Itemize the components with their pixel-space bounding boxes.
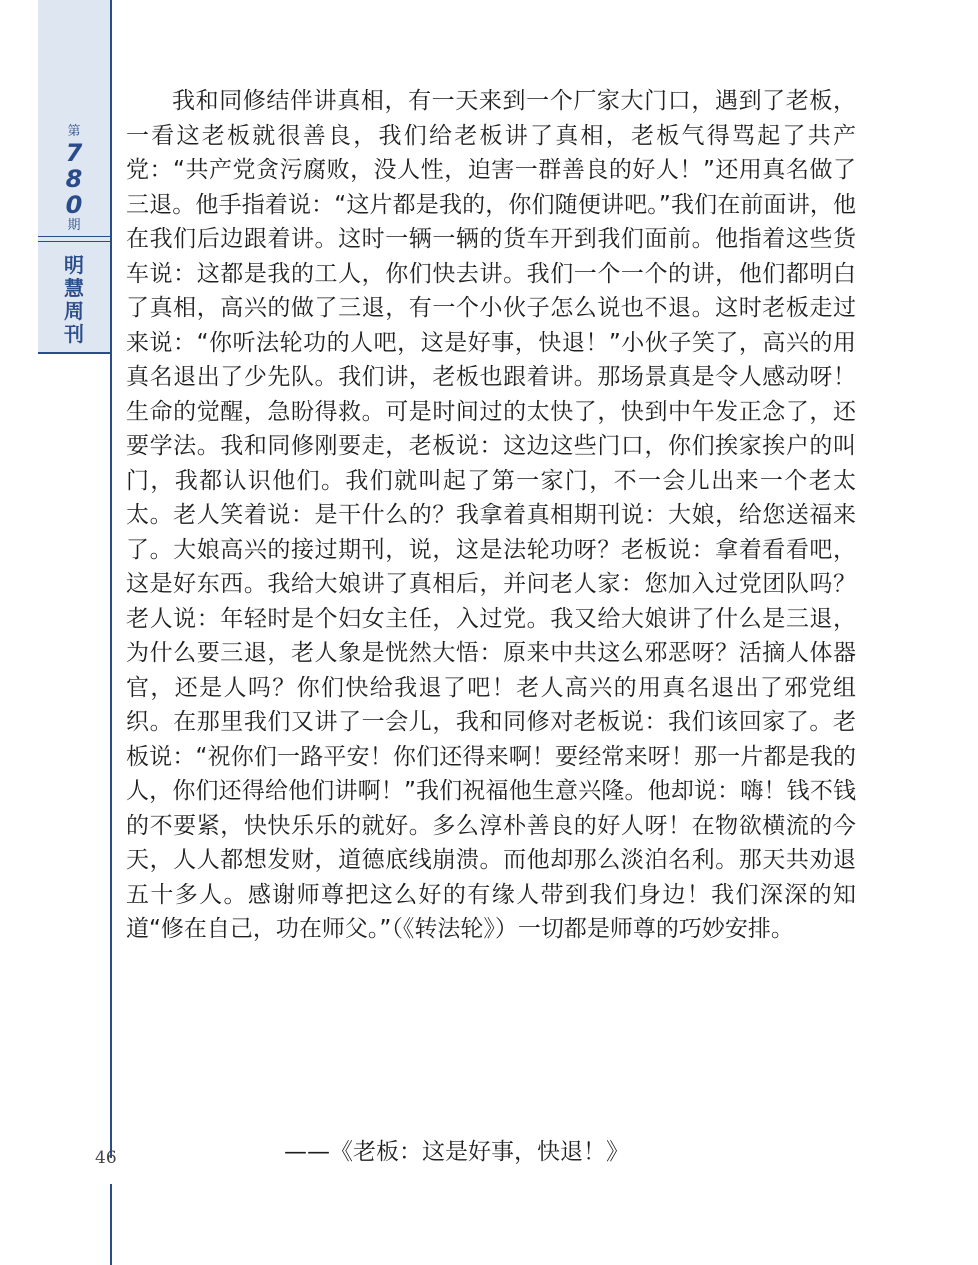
magazine-char: 明 [64,253,84,277]
tab-bottom-rule [38,352,112,354]
issue-digit: 8 [65,165,83,193]
magazine-char: 慧 [64,276,84,300]
article-body [126,84,856,947]
magazine-char: 刊 [64,322,84,346]
vertical-rule-top [110,0,112,1158]
issue-digit: 7 [65,139,83,167]
issue-number [38,124,110,234]
article-paragraph: 我和同修结伴讲真相，有一天来到一个厂家大门口，遇到了老板，一看这老板就很善良，我们给老板讲了真相，老板气得骂起了共产党：“共产党贪污腐败，没人性，迫害一群善良的好人！”还用真名做了三退。他手指着说：“这片都是我的，你们随便讲吧。”我们在前面讲，他在我们后边跟着讲。这时一辆一辆的货车开到我们面前。他指着这些货车说：这都是我的工人，你们快去讲。我们一个一个的讲，他们都明白了真相，高兴的做了三退，有一个小伙子怎么说也不退。这时老板走过来说：“你听法轮功的人吧，这是好事，快退！”小伙子笑了，高兴的用真名退出了少先队。我们讲，老板也跟着讲。那场景真是令人感动呀！生命的觉醒，急盼得救。可是时间过的太快了，快到中午发正念了，还要学法。我和同修刚要走，老板说：这边这些门口，你们挨家挨户的叫门，我都认识他们。我们就叫起了第一家门，不一会儿出来一个老太太。老人笑着说：是干什么的？我拿着真相期刊说：大娘，给您送福来了。大娘高兴的接过期刊，说，这是法轮功呀？老板说：拿着看看吧，这是好东西。我给大娘讲了真相后，并问老人家：您加入过党团队吗？老人说：年轻时是个妇女主任，入过党。我又给大娘讲了什么是三退，为什么要三退，老人象是恍然大悟：原来中共这么邪恶呀？活摘人体器官，还是人吗？你们快给我退了吧！老人高兴的用真名退出了邪党组织。在那里我们又讲了一会儿，我和同修对老板说：我们该回家了。老板说：“祝你们一路平安！你们还得来啊！要经常来呀！那一片都是我的人，你们还得给他们讲啊！”我们祝福他生意兴隆。他却说：嗨！钱不钱的不要紧，快快乐乐的就好。多么淳朴善良的好人呀！在物欲横流的今天，人人都想发财，道德底线崩溃。而他却那么淡泊名利。那天共劝退五十多人。感谢师尊把这么好的有缘人带到我们身边！我们深深的知道“修在自己，功在师父。”（《转法轮》）一切都是师尊的巧妙安排。 [126,88,856,942]
page-number: 46 [95,1148,117,1168]
vertical-rule-bottom [110,1184,112,1265]
article-source: ——《老板：这是好事，快退！》 [284,1139,629,1165]
magazine-title [38,254,110,346]
issue-digit: 0 [65,191,83,219]
magazine-char: 周 [64,299,84,323]
issue-prefix: 第 [67,124,81,139]
issue-suffix: 期 [67,218,81,233]
tab-divider [38,236,112,242]
